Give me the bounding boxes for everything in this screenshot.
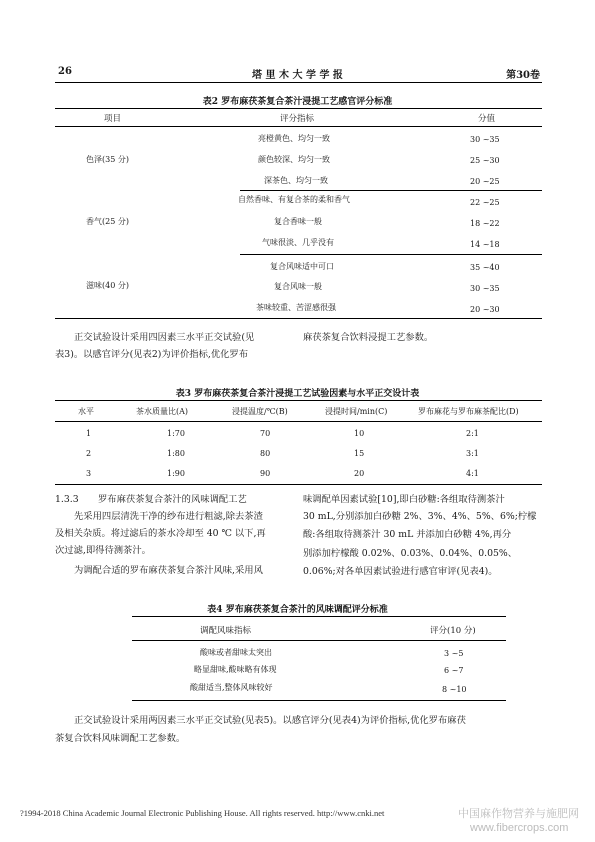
table2-score: 30 ~35 — [470, 284, 500, 293]
table3-cell: 3 — [86, 469, 92, 478]
table2-score: 35 ~40 — [470, 263, 500, 272]
table2-score: 22 ~25 — [470, 198, 500, 207]
journal-name: 塔 里 木 大 学 学 报 — [252, 70, 343, 81]
table4-cell: 略显甜味,酸味略有体现 — [194, 665, 277, 674]
section-left-line: 先采用四层清洗干净的纱布进行粗滤,除去茶渣 — [74, 511, 263, 522]
section-right-line: 30 mL,分别添加白砂糖 2%、3%、4%、5%、6%;柠檬 — [303, 511, 537, 522]
para2-line2: 茶复合饮料风味调配工艺参数。 — [55, 733, 186, 744]
header-rule — [55, 82, 542, 83]
table2-criterion: 颜色较深、均匀一致 — [258, 155, 330, 164]
table4-cell: 酸味或者甜味太突出 — [200, 648, 272, 657]
table2-caption: 表2 罗布麻茯茶复合茶汁浸提工艺感官评分标准 — [202, 97, 393, 107]
table3-cell: 1:90 — [167, 469, 185, 478]
para1-left-line2: 表3)。以感官评分(见表2)为评价指标,优化罗布 — [55, 349, 249, 360]
table3-cell: 1 — [86, 429, 92, 438]
table3-cell: 15 — [354, 449, 365, 458]
para1-left-line1: 正交试验设计采用四因素三水平正交试验(见 — [74, 332, 255, 343]
section-right-line: 别添加柠檬酸 0.02%、0.03%、0.04%、0.05%、 — [303, 548, 518, 559]
table4-cell: 8 ~10 — [442, 685, 467, 694]
table4-header-criterion: 调配风味指标 — [200, 626, 252, 636]
table2-header-criterion: 评分指标 — [280, 114, 315, 124]
table2-score: 20 ~30 — [470, 305, 500, 314]
table2-criterion: 深茶色、均匀一致 — [264, 176, 328, 185]
table2-criterion: 自然香味、有复合茶的柔和香气 — [238, 195, 350, 204]
table3-header-b: 浸提温度/℃(B) — [232, 407, 288, 416]
table2-bottom-rule — [55, 318, 542, 319]
table3-top-rule — [55, 400, 542, 401]
table2-item-taste: 滋味(40 分) — [86, 281, 129, 290]
table4-header-rule — [132, 640, 506, 641]
table4-bottom-rule — [132, 700, 506, 701]
table2-criterion: 复合香味一般 — [274, 217, 322, 226]
table2-criterion: 气味很淡、几乎没有 — [262, 238, 334, 247]
table2-item-aroma: 香气(25 分) — [86, 217, 129, 226]
table4-header-score: 评分(10 分) — [430, 626, 476, 636]
table4-cell: 酸甜适当,整体风味较好 — [190, 683, 273, 692]
table2-item-color: 色泽(35 分) — [86, 155, 129, 164]
page-number: 26 — [58, 66, 72, 77]
table2-criterion: 茶味较重、苦涩感很强 — [256, 303, 336, 312]
table2-criterion: 复合风味一般 — [274, 282, 322, 291]
table2-score: 20 ~25 — [470, 177, 500, 186]
table2-criterion: 亮橙黄色、均匀一致 — [258, 134, 330, 143]
table3-caption: 表3 罗布麻茯茶复合茶汁浸提工艺试验因素与水平正交设计表 — [175, 389, 420, 399]
copyright-footer: ?1994-2018 China Academic Journal Electronic Publishing House. All rights reserved. http://www.cnki.net — [20, 808, 385, 818]
table3-cell: 2:1 — [466, 429, 479, 438]
table3-bottom-rule — [55, 484, 542, 485]
volume-number: 第30卷 — [506, 70, 540, 81]
table3-cell: 90 — [260, 469, 271, 478]
table3-cell: 70 — [260, 429, 271, 438]
section-left-line: 为调配合适的罗布麻茯茶复合茶汁风味,采用风 — [74, 565, 263, 576]
table3-header-c: 浸提时间/min(C) — [325, 407, 388, 416]
table2-score: 14 ~18 — [470, 240, 500, 249]
table4-cell: 6 ~7 — [444, 666, 464, 675]
table2-group-divider — [240, 190, 542, 191]
table2-header-score: 分值 — [478, 114, 496, 124]
table2-score: 30 ~35 — [470, 135, 500, 144]
table2-group-divider — [240, 254, 542, 255]
table3-cell: 80 — [260, 449, 271, 458]
table2-top-rule — [55, 108, 542, 109]
table4-cell: 3 ~5 — [444, 649, 464, 658]
table3-header-d: 罗布麻花与罗布麻茶配比(D) — [418, 407, 519, 416]
table3-cell: 2 — [86, 449, 92, 458]
table3-cell: 3:1 — [466, 449, 479, 458]
section-left-line: 次过滤,即得待测茶汁。 — [55, 545, 151, 556]
table3-header-a: 茶水质量比(A) — [136, 407, 189, 416]
table4-top-rule — [132, 616, 506, 617]
table3-cell: 4:1 — [466, 469, 479, 478]
section-left-line: 及相关杂质。将过滤后的茶水冷却至 40 ℃ 以下,再 — [55, 528, 266, 539]
para2-line1: 正交试验设计采用两因素三水平正交试验(见表5)。以感官评分(见表4)为评价指标,优化罗布麻茯 — [74, 715, 466, 726]
table3-header-rule — [55, 421, 542, 422]
section-heading-text: 罗布麻茯茶复合茶汁的风味调配工艺 — [98, 494, 247, 505]
table3-cell: 1:80 — [167, 449, 185, 458]
table2-header-rule — [55, 126, 542, 127]
table3-cell: 20 — [354, 469, 365, 478]
table2-score: 18 ~22 — [470, 219, 500, 228]
watermark-text: 中国麻作物营养与施肥网 — [458, 808, 579, 820]
section-right-line: 酸:各组取待测茶汁 30 mL 并添加白砂糖 4%,再分 — [303, 529, 512, 540]
section-right-line: 味调配单因素试验[10],即白砂糖:各组取待测茶汁 — [303, 494, 505, 505]
table2-criterion: 复合风味适中可口 — [270, 262, 334, 271]
table3-cell: 1:70 — [167, 429, 185, 438]
table4-caption: 表4 罗布麻茯茶复合茶汁的风味调配评分标准 — [207, 605, 388, 615]
para1-right-line1: 麻茯茶复合饮料浸提工艺参数。 — [303, 332, 434, 343]
section-heading-number: 1.3.3 — [55, 494, 79, 505]
table2-header-item: 项目 — [104, 114, 122, 124]
table3-header-level: 水平 — [78, 407, 94, 416]
table2-score: 25 ~30 — [470, 156, 500, 165]
table3-cell: 10 — [354, 429, 365, 438]
section-right-line: 0.06%;对各单因素试验进行感官审评(见表4)。 — [303, 566, 498, 577]
watermark-url: www.fibercrops.com — [470, 822, 569, 834]
